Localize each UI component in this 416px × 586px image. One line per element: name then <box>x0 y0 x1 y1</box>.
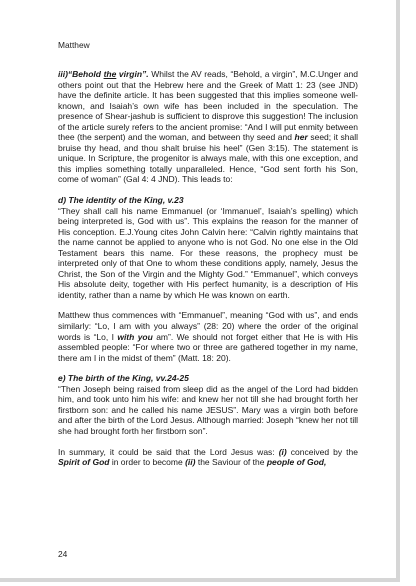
subheading-behold-virgin: iii)“Behold the virgin”. <box>58 69 149 79</box>
paragraph-summary: In summary, it could be said that the Lord Jesus was: (i) conceived by the Spirit of God in order to become (ii) the Saviour of the people of God, <box>58 446 358 468</box>
paragraph-god-with-us: Matthew thus commences with “Emmanuel”, meaning “God with us”, and ends similarly: “Lo, I am with you always” (28: 20) where the order of the original words is “Lo, I with you am”. We should not forget either that He is with His assembled people: “For where two or three are gathered together in my name, there am I in the midst of them” (Matt. 18: 20). <box>58 310 358 363</box>
page-body <box>58 69 358 478</box>
paragraph-joseph: “Then Joseph being raised from sleep did as the angel of the Lord had bidden him, and took unto him his wife: and knew her not till she had brought forth her firstborn son: and he called his name JESUS”. Mary was a virgin both before and after the birth of the Lord Jesus. Although married: Joseph “knew her not till she had brought forth her firstborn son”. <box>58 383 358 436</box>
heading-birth-of-king: e) The birth of the King, vv.24-25 <box>58 373 189 384</box>
running-header: Matthew <box>58 40 90 50</box>
page-number: 24 <box>58 549 68 559</box>
paragraph-behold-virgin: iii)“Behold the virgin”. Whilst the AV reads, “Behold, a virgin”, M.C.Unger and others point out that the Hebrew here and the Greek of Matt 1: 23 (see JND) have the definite article. It has been suggested that this implies someone well-known, and Isaiah’s own wife has been included in the speculation. The presence of Shear-jashub is sufficient to disprove this suggestion! The inclusion of the article surely refers to the ancient promise: “And I will put enmity between thee (the serpent) and the woman, and between thy seed and her seed; it shall bruise thy head, and thou shalt bruise his heel” (Gen 3:15). The statement is unique. In Scripture, the progenitor is always male, with this one exception, and this implies something totally unparalleled. Hence, “God sent forth his Son, come of woman” (Gal 4: 4 JND). This leads to: <box>58 69 358 185</box>
heading-identity-of-king: d) The identity of the King, v.23 <box>58 195 184 206</box>
paragraph-emmanuel: “They shall call his name Emmanuel (or ‘Immanuel’, Isaiah’s spelling) which being interpreted is, God with us”. This explains the reason for the manner of His conception. E.J.Young cites John Calvin here: “Calvin rightly maintains that the name cannot be applied to anyone who is not God. No one else in the Old Testament bears this name. For these reasons, the prophecy must be interpreted only of that One to whom these conditions apply, namely, Jesus the Christ, the Son of the Virgin and the Mighty God.” “Emmanuel”, which conveys His absolute deity, together with His perfect humanity, is a description of His identity, rather than a name by which He was known on earth. <box>58 205 358 300</box>
